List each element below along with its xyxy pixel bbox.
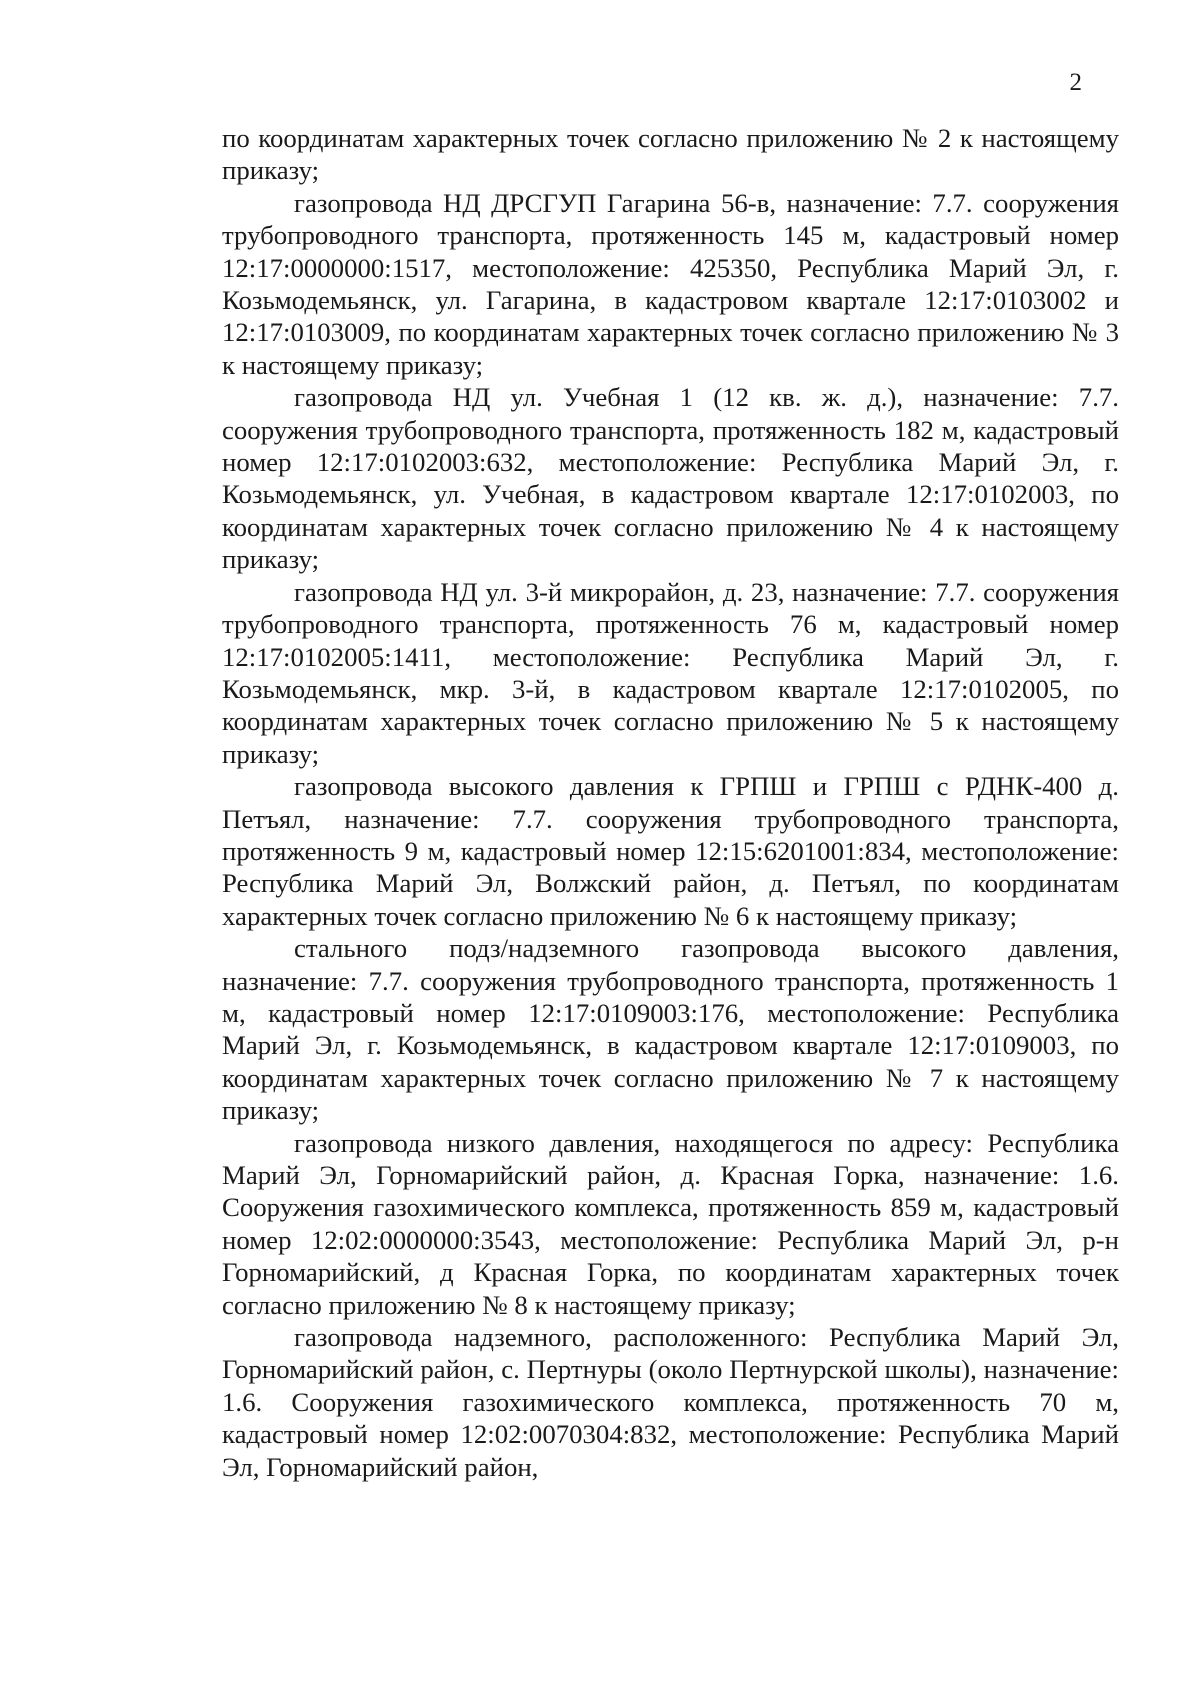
paragraph-steel-gas-pipeline: стального подз/надземного газопровода высокого давления, назначение: 7.7. сооружения трубопроводного транспорта, протяженность 1 м, кадастровый номер 12:17:0109003:176, местоположение: Республика Марий Эл, г. Козьмодемьянск, в кадастровом квартале 12:17:0109003, по координатам характерных точек согласно приложению № 7 к настоящему приказу; [222,933,1119,1126]
page-number: 2 [1069,69,1082,96]
paragraph-continuation: по координатам характерных точек согласно приложению № 2 к настоящему приказу; [222,123,1119,186]
paragraph-gas-pipeline-gagarina: газопровода НД ДРСГУП Гагарина 56-в, назначение: 7.7. сооружения трубопроводного транспорта, протяженность 145 м, кадастровый номер 12:17:0000000:1517, местоположение: 425350, Республика Марий Эл, г. Козьмодемьянск, ул. Гагарина, в кадастровом квартале 12:17:0103002 и 12:17:0103009, по координатам характерных точек согласно приложению № 3 к настоящему приказу; [222,187,1119,380]
document-body [222,122,1119,1483]
paragraph-gas-pipeline-uchebnaya: газопровода НД ул. Учебная 1 (12 кв. ж. д.), назначение: 7.7. сооружения трубопроводного транспорта, протяженность 182 м, кадастровый номер 12:17:0102003:632, местоположение: Республика Марий Эл, г. Козьмодемьянск, ул. Учебная, в кадастровом квартале 12:17:0102003, по координатам характерных точек согласно приложению № 4 к настоящему приказу; [222,382,1119,575]
paragraph-gas-pipeline-petyal: газопровода высокого давления к ГРПШ и ГРПШ с РДНК-400 д. Петъял, назначение: 7.7. сооружения трубопроводного транспорта, протяженность 9 м, кадастровый номер 12:15:6201001:834, местоположение: Республика Марий Эл, Волжский район, д. Петъял, по координатам характерных точек согласно приложению № 6 к настоящему приказу; [222,771,1119,931]
paragraph-gas-pipeline-pertnury: газопровода надземного, расположенного: Республика Марий Эл, Горномарийский район, с. Пертнуры (около Пертнурской школы), назначение: 1.6. Сооружения газохимического комплекса, протяженность 70 м, кадастровый номер 12:02:0070304:832, местоположение: Республика Марий Эл, Горномарийский район, [222,1322,1119,1482]
paragraph-gas-pipeline-3-microdistrict: газопровода НД ул. 3-й микрорайон, д. 23, назначение: 7.7. сооружения трубопроводного транспорта, протяженность 76 м, кадастровый номер 12:17:0102005:1411, местоположение: Республика Марий Эл, г. Козьмодемьянск, мкр. 3-й, в кадастровом квартале 12:17:0102005, по координатам характерных точек согласно приложению № 5 к настоящему приказу; [222,576,1119,769]
paragraph-gas-pipeline-krasnaya-gorka: газопровода низкого давления, находящегося по адресу: Республика Марий Эл, Горномарийский район, д. Красная Горка, назначение: 1.6. Сооружения газохимического комплекса, протяженность 859 м, кадастровый номер 12:02:0000000:3543, местоположение: Республика Марий Эл, р-н Горномарийский, д Красная Горка, по координатам характерных точек согласно приложению № 8 к настоящему приказу; [222,1127,1119,1320]
